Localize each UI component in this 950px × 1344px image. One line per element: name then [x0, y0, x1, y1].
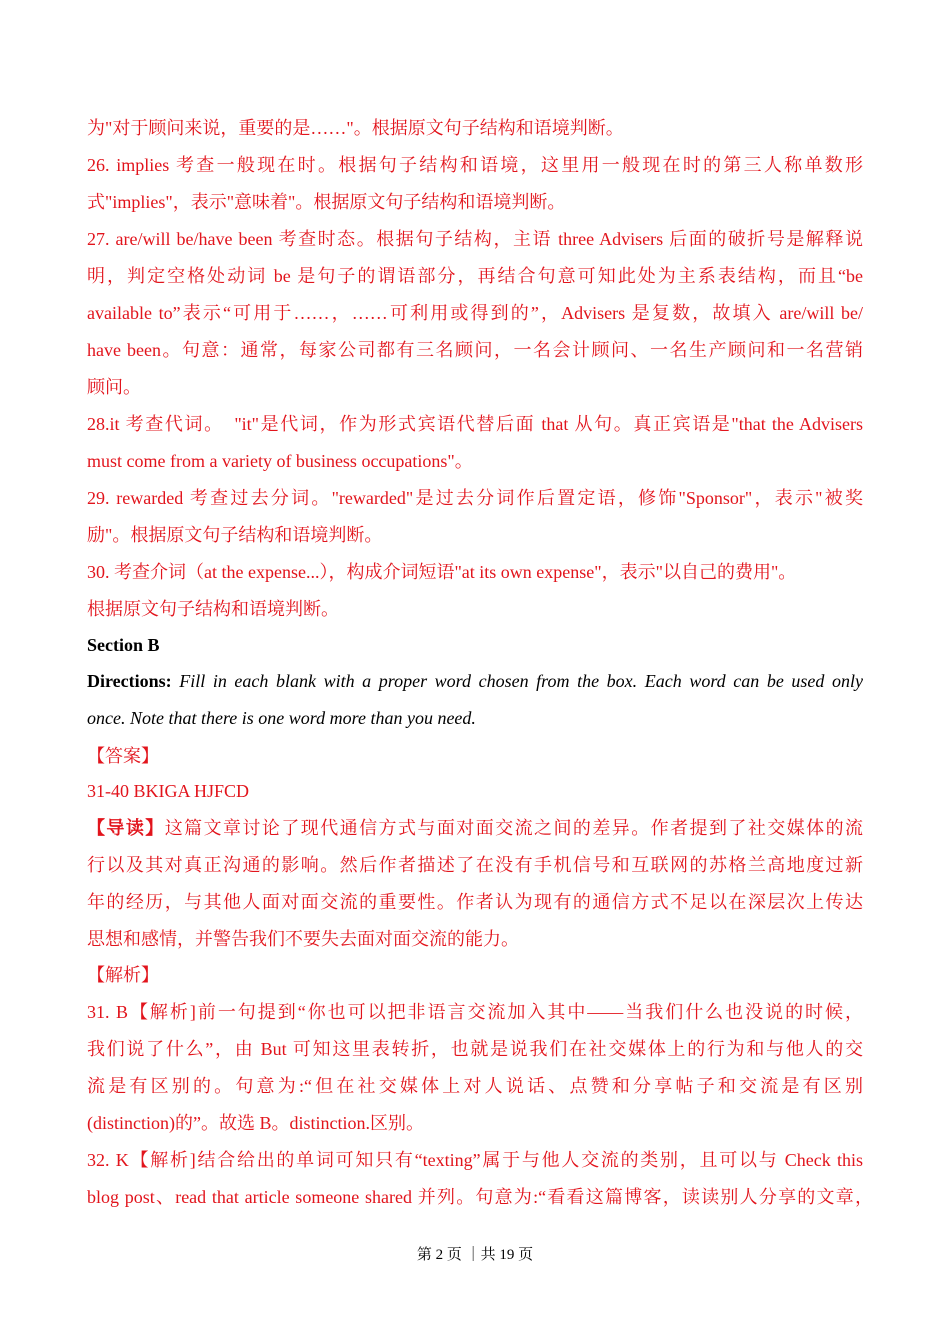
guide-label: 【导读】	[87, 818, 165, 838]
page-footer: 第 2 页 ｜共 19 页	[416, 1247, 534, 1263]
directions-text: Fill in each blank with a proper word chosen from the box. Each word can be used only	[179, 671, 863, 691]
directions-line	[87, 668, 863, 694]
text-line: 30. 考查介词（at the expense...），构成介词短语"at its own expense"，表示"以自己的费用"。	[87, 562, 797, 582]
analysis-heading: 【解析】	[87, 965, 159, 985]
text-line: 28.it 考查代词。 "it"是代词，作为形式宾语代替后面 that 从句。真正宾语是"that the Advisers	[87, 414, 863, 434]
section-heading: Section B	[87, 635, 160, 655]
guide-text: 这篇文章讨论了现代通信方式与面对面交流之间的差异。作者提到了社交媒体的流	[164, 818, 864, 838]
guide-line	[87, 815, 863, 841]
directions-line: once. Note that there is one word more than you need.	[87, 708, 476, 728]
guide-line: 行以及其对真正沟通的影响。然后作者描述了在没有手机信号和互联网的苏格兰高地度过新	[87, 855, 863, 875]
text-line: 式"implies"，表示"意味着"。根据原文句子结构和语境判断。	[87, 192, 566, 212]
analysis-line: 我们说了什么”，由 But 可知这里表转折，也就是说我们在社交媒体上的行为和与他人的交	[87, 1039, 863, 1059]
answer-heading: 【答案】	[87, 746, 159, 766]
analysis-line: (distinction)的”。故选 B。distinction.区别。	[87, 1113, 424, 1133]
text-line: 励"。根据原文句子结构和语境判断。	[87, 525, 383, 545]
text-line: 27. are/will be/have been 考查时态。根据句子结构，主语 three Advisers 后面的破折号是解释说	[87, 229, 863, 249]
analysis-line: 流是有区别的。句意为:“但在社交媒体上对人说话、点赞和分享帖子和交流是有区别	[87, 1076, 863, 1096]
directions-label: Directions:	[87, 671, 172, 691]
answer-key: 31-40 BKIGA HJFCD	[87, 781, 250, 801]
text-line: available to”表示“可用于……，……可利用或得到的”，Advisers 是复数，故填入 are/will be/	[87, 303, 863, 323]
text-line: 29. rewarded 考查过去分词。"rewarded"是过去分词作后置定语，修饰"Sponsor"，表示"被奖	[87, 488, 863, 508]
analysis-line: 32. K【解析]结合给出的单词可知只有“texting”属于与他人交流的类别，且可以与 Check this	[87, 1150, 863, 1170]
text-line: 顾问。	[87, 377, 141, 397]
guide-line: 年的经历，与其他人面对面交流的重要性。作者认为现有的通信方式不足以在深层次上传达	[87, 892, 863, 912]
text-line: have been。句意：通常，每家公司都有三名顾问，一名会计顾问、一名生产顾问和一名营销	[87, 340, 863, 360]
guide-line: 思想和感情，并警告我们不要失去面对面交流的能力。	[87, 929, 519, 949]
analysis-line: 31. B【解析]前一句提到“你也可以把非语言交流加入其中——当我们什么也没说的时候，	[87, 1002, 863, 1022]
text-line: 为"对于顾问来说，重要的是……"。根据原文句子结构和语境判断。	[87, 118, 624, 138]
text-line: 26. implies 考查一般现在时。根据句子结构和语境，这里用一般现在时的第三人称单数形	[87, 155, 863, 175]
text-line: must come from a variety of business occupations"。	[87, 451, 473, 471]
text-line: 根据原文句子结构和语境判断。	[87, 599, 339, 619]
analysis-line: blog post、read that article someone shared 并列。句意为:“看看这篇博客，读读别人分享的文章，	[87, 1187, 873, 1207]
text-line: 明，判定空格处动词 be 是句子的谓语部分，再结合句意可知此处为主系表结构，而且“be	[87, 266, 863, 286]
